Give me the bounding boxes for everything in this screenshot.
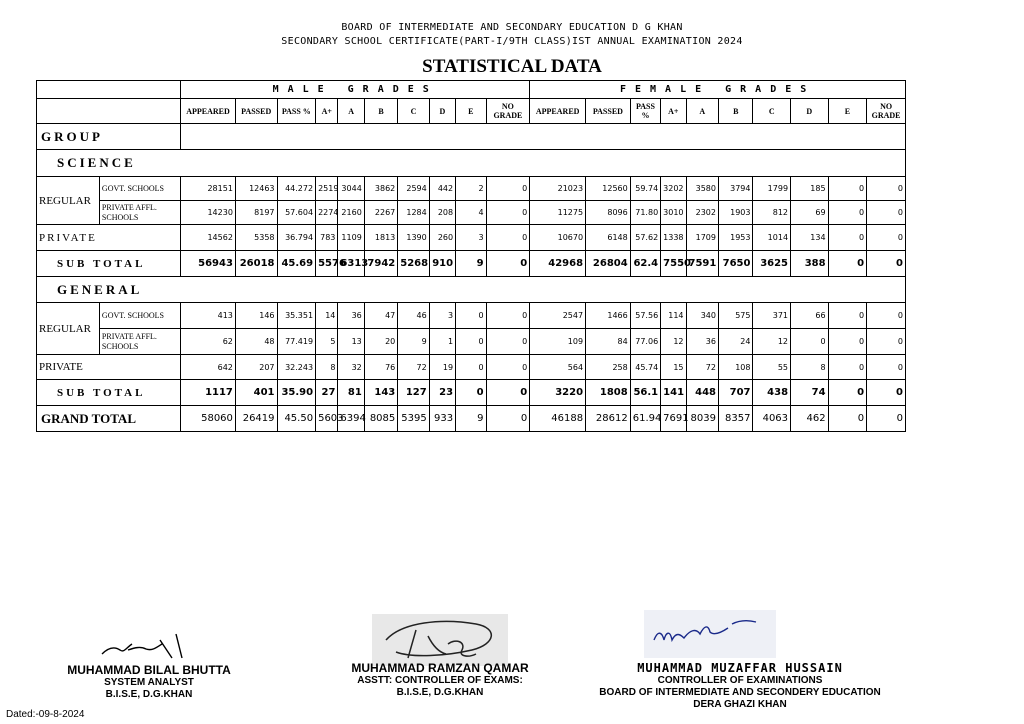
general-govt-cell-female-6: 371: [753, 303, 791, 329]
grand-total-cell-male-6: 5395: [398, 406, 429, 432]
male-col-c: C: [398, 99, 429, 124]
sig3-board: BOARD OF INTERMEDIATE AND SECONDERY EDUCATION: [599, 687, 881, 698]
grand-total-cell-female-9: 0: [867, 406, 906, 432]
general-subtotal-cell-male-4: 81: [338, 380, 364, 406]
general-govt-cell-female-8: 0: [828, 303, 867, 329]
general-affl-cell-female-1: 84: [586, 329, 631, 355]
science-private-cell-male-2: 36.794: [277, 225, 316, 251]
general-govt-cell-female-3: 114: [661, 303, 686, 329]
general-govt-cell-male-4: 36: [338, 303, 364, 329]
science-subtotal-cell-male-3: 5576: [316, 251, 338, 277]
general-govt-cell-male-5: 47: [364, 303, 397, 329]
science-affl-cell-male-9: 0: [486, 201, 530, 225]
signature-1-image: [98, 624, 188, 664]
science-affl-cell-male-5: 2267: [364, 201, 397, 225]
science-private-cell-female-4: 1709: [686, 225, 718, 251]
general-subtotal-cell-male-3: 27: [316, 380, 338, 406]
science-private-cell-female-5: 1953: [718, 225, 753, 251]
science-private-cell-female-7: 134: [791, 225, 829, 251]
grand-total-cell-male-0: 58060: [181, 406, 236, 432]
general-govt-cell-female-7: 66: [791, 303, 829, 329]
science-affl-cell-female-2: 71.80: [630, 201, 660, 225]
science-private-cell-male-9: 0: [486, 225, 530, 251]
board-name: BOARD OF INTERMEDIATE AND SECONDARY EDUCATION D G KHAN: [341, 22, 683, 33]
science-govt-cell-male-0: 28151: [181, 177, 236, 201]
general-affl-cell-female-3: 12: [661, 329, 686, 355]
science-affl-cell-male-6: 1284: [398, 201, 429, 225]
sig3-name: MUHAMMAD MUZAFFAR HUSSAIN: [637, 661, 843, 675]
science-subtotal-cell-female-4: 7591: [686, 251, 718, 277]
general-private-row: [37, 355, 906, 380]
signature-3-image: [644, 610, 776, 658]
science-govt-cell-female-2: 59.74: [630, 177, 660, 201]
female-col-passed: PASSED: [586, 99, 631, 124]
corner-cell: [37, 81, 181, 99]
general-private-cell-female-6: 55: [753, 355, 791, 380]
general-private-cell-male-8: 0: [456, 355, 486, 380]
group-label: GROUP: [37, 124, 181, 150]
science-affl-label: PRIVATE AFFL. SCHOOLS: [99, 201, 180, 225]
general-subtotal-label: SUB TOTAL: [37, 380, 181, 406]
science-subtotal-cell-male-6: 5268: [398, 251, 429, 277]
general-private-cell-female-0: 564: [530, 355, 586, 380]
science-affl-cell-male-0: 14230: [181, 201, 236, 225]
general-affl-label: PRIVATE AFFL. SCHOOLS: [99, 329, 180, 355]
science-subtotal-label: SUB TOTAL: [37, 251, 181, 277]
grand-total-cell-male-5: 8085: [364, 406, 397, 432]
science-private-cell-male-8: 3: [456, 225, 486, 251]
dated-text: Dated:-09-8-2024: [6, 709, 85, 720]
general-subtotal-cell-female-9: 0: [867, 380, 906, 406]
science-affl-cell-female-6: 812: [753, 201, 791, 225]
science-govt-cell-female-0: 21023: [530, 177, 586, 201]
grand-total-cell-female-6: 4063: [753, 406, 791, 432]
general-regular-label: REGULAR: [37, 303, 100, 355]
science-govt-cell-female-8: 0: [828, 177, 867, 201]
general-private-cell-male-7: 19: [429, 355, 455, 380]
general-affl-cell-female-7: 0: [791, 329, 829, 355]
general-govt-cell-male-8: 0: [456, 303, 486, 329]
general-affl-cell-female-8: 0: [828, 329, 867, 355]
female-col-appeared: APPEARED: [530, 99, 586, 124]
general-affl-cell-male-5: 20: [364, 329, 397, 355]
science-subtotal-cell-female-7: 388: [791, 251, 829, 277]
general-govt-cell-female-4: 340: [686, 303, 718, 329]
general-govt-cell-male-7: 3: [429, 303, 455, 329]
general-subtotal-cell-male-8: 0: [456, 380, 486, 406]
science-label: SCIENCE: [37, 150, 906, 177]
general-subtotal-cell-female-3: 141: [661, 380, 686, 406]
general-subtotal-cell-female-5: 707: [718, 380, 753, 406]
female-grades-heading: FEMALE GRADES: [530, 81, 906, 99]
science-private-cell-female-9: 0: [867, 225, 906, 251]
science-private-cell-female-2: 57.62: [630, 225, 660, 251]
general-private-cell-female-9: 0: [867, 355, 906, 380]
science-affl-cell-female-0: 11275: [530, 201, 586, 225]
female-col-e: E: [828, 99, 867, 124]
science-private-cell-female-1: 6148: [586, 225, 631, 251]
page-title: STATISTICAL DATA: [422, 56, 602, 77]
corner-cell-2: [37, 99, 181, 124]
science-govt-cell-female-4: 3580: [686, 177, 718, 201]
general-private-cell-male-9: 0: [486, 355, 530, 380]
general-govt-label: GOVT. SCHOOLS: [99, 303, 180, 329]
general-govt-cell-male-1: 146: [235, 303, 277, 329]
general-affl-cell-male-7: 1: [429, 329, 455, 355]
general-private-cell-male-2: 32.243: [277, 355, 316, 380]
science-govt-row: [37, 177, 906, 201]
science-subtotal-cell-male-8: 9: [456, 251, 486, 277]
science-govt-cell-male-1: 12463: [235, 177, 277, 201]
general-private-cell-female-8: 0: [828, 355, 867, 380]
male-col-e: E: [456, 99, 486, 124]
general-govt-cell-female-0: 2547: [530, 303, 586, 329]
science-private-cell-female-6: 1014: [753, 225, 791, 251]
science-private-cell-female-0: 10670: [530, 225, 586, 251]
science-subtotal-cell-female-3: 7550: [661, 251, 686, 277]
general-subtotal-row: [37, 380, 906, 406]
general-affl-cell-female-2: 77.06: [630, 329, 660, 355]
male-col-a: A: [338, 99, 364, 124]
male-col-passed: PASSED: [235, 99, 277, 124]
female-col-a: A: [686, 99, 718, 124]
signature-block-3: [560, 661, 920, 711]
general-private-label: PRIVATE: [37, 355, 181, 380]
general-affl-cell-male-0: 62: [181, 329, 236, 355]
general-private-cell-female-3: 15: [661, 355, 686, 380]
female-col-c: C: [753, 99, 791, 124]
science-private-cell-male-5: 1813: [364, 225, 397, 251]
science-subtotal-cell-male-2: 45.69: [277, 251, 316, 277]
science-private-cell-male-3: 783: [316, 225, 338, 251]
exam-name: SECONDARY SCHOOL CERTIFICATE(PART-I/9TH CLASS)IST ANNUAL EXAMINATION 2024: [281, 36, 743, 47]
science-regular-label: REGULAR: [37, 177, 100, 225]
grand-total-cell-female-8: 0: [828, 406, 867, 432]
female-col-d: D: [791, 99, 829, 124]
male-col-d: D: [429, 99, 455, 124]
general-private-cell-female-4: 72: [686, 355, 718, 380]
general-govt-cell-female-5: 575: [718, 303, 753, 329]
general-private-cell-male-1: 207: [235, 355, 277, 380]
general-private-cell-male-0: 642: [181, 355, 236, 380]
general-subtotal-cell-female-6: 438: [753, 380, 791, 406]
male-col-pass-pct: PASS %: [277, 99, 316, 124]
science-affl-cell-female-3: 3010: [661, 201, 686, 225]
general-private-cell-male-3: 8: [316, 355, 338, 380]
general-subtotal-cell-male-5: 143: [364, 380, 397, 406]
science-affl-cell-female-8: 0: [828, 201, 867, 225]
grand-total-label: GRAND TOTAL: [37, 406, 181, 432]
general-govt-cell-female-9: 0: [867, 303, 906, 329]
science-subtotal-cell-male-9: 0: [486, 251, 530, 277]
science-govt-cell-male-9: 0: [486, 177, 530, 201]
general-affl-cell-female-0: 109: [530, 329, 586, 355]
science-private-cell-male-1: 5358: [235, 225, 277, 251]
general-subtotal-cell-female-2: 56.1: [630, 380, 660, 406]
general-affl-row: [37, 329, 906, 355]
sig1-office: B.I.S.E, D.G.KHAN: [105, 689, 193, 700]
general-affl-cell-female-5: 24: [718, 329, 753, 355]
science-subtotal-cell-female-9: 0: [867, 251, 906, 277]
science-subtotal-cell-male-4: 6313: [338, 251, 364, 277]
grand-total-cell-female-0: 46188: [530, 406, 586, 432]
science-subtotal-cell-male-1: 26018: [235, 251, 277, 277]
general-private-cell-male-4: 32: [338, 355, 364, 380]
science-subtotal-cell-female-2: 62.4: [630, 251, 660, 277]
general-private-cell-female-5: 108: [718, 355, 753, 380]
general-govt-cell-male-2: 35.351: [277, 303, 316, 329]
general-govt-cell-female-1: 1466: [586, 303, 631, 329]
science-govt-cell-male-8: 2: [456, 177, 486, 201]
general-affl-cell-female-4: 36: [686, 329, 718, 355]
general-subtotal-cell-male-7: 23: [429, 380, 455, 406]
science-govt-label: GOVT. SCHOOLS: [99, 177, 180, 201]
sig2-name: MUHAMMAD RAMZAN QAMAR: [351, 661, 529, 675]
science-govt-cell-male-6: 2594: [398, 177, 429, 201]
science-subtotal-cell-female-6: 3625: [753, 251, 791, 277]
general-govt-cell-male-0: 413: [181, 303, 236, 329]
science-affl-cell-female-9: 0: [867, 201, 906, 225]
grand-total-cell-male-4: 6394: [338, 406, 364, 432]
science-private-cell-male-7: 260: [429, 225, 455, 251]
general-subtotal-cell-female-4: 448: [686, 380, 718, 406]
science-private-label: PRIVATE: [37, 225, 181, 251]
grand-total-cell-male-7: 933: [429, 406, 455, 432]
general-affl-cell-female-9: 0: [867, 329, 906, 355]
group-spacer: [181, 124, 906, 150]
science-govt-cell-female-7: 185: [791, 177, 829, 201]
sig2-office: B.I.S.E, D.G.KHAN: [396, 687, 484, 698]
sig3-designation: CONTROLLER OF EXAMINATIONS: [657, 675, 823, 686]
male-col-b: B: [364, 99, 397, 124]
science-affl-cell-male-3: 2274: [316, 201, 338, 225]
science-affl-cell-female-1: 8096: [586, 201, 631, 225]
science-private-cell-male-4: 1109: [338, 225, 364, 251]
general-subtotal-cell-male-2: 35.90: [277, 380, 316, 406]
general-subtotal-cell-female-8: 0: [828, 380, 867, 406]
grand-total-cell-female-5: 8357: [718, 406, 753, 432]
science-affl-row: [37, 201, 906, 225]
science-affl-cell-female-4: 2302: [686, 201, 718, 225]
general-affl-cell-male-1: 48: [235, 329, 277, 355]
sig1-name: MUHAMMAD BILAL BHUTTA: [67, 663, 231, 677]
science-private-cell-female-3: 1338: [661, 225, 686, 251]
science-subtotal-cell-male-7: 910: [429, 251, 455, 277]
sig3-city: DERA GHAZI KHAN: [693, 699, 787, 710]
general-private-cell-male-5: 76: [364, 355, 397, 380]
grand-total-cell-female-7: 462: [791, 406, 829, 432]
male-col-a-plus: A+: [316, 99, 338, 124]
general-subtotal-cell-male-1: 401: [235, 380, 277, 406]
general-subtotal-cell-male-9: 0: [486, 380, 530, 406]
grand-total-cell-female-2: 61.94: [630, 406, 660, 432]
male-col-no-grade: NO GRADE: [486, 99, 530, 124]
science-subtotal-cell-male-0: 56943: [181, 251, 236, 277]
general-affl-cell-male-8: 0: [456, 329, 486, 355]
science-govt-cell-female-3: 3202: [661, 177, 686, 201]
general-private-cell-male-6: 72: [398, 355, 429, 380]
science-govt-cell-female-9: 0: [867, 177, 906, 201]
science-subtotal-cell-female-5: 7650: [718, 251, 753, 277]
science-affl-cell-female-7: 69: [791, 201, 829, 225]
general-private-cell-female-1: 258: [586, 355, 631, 380]
science-affl-cell-male-1: 8197: [235, 201, 277, 225]
grand-total-cell-male-1: 26419: [235, 406, 277, 432]
science-affl-cell-male-8: 4: [456, 201, 486, 225]
male-col-appeared: APPEARED: [181, 99, 236, 124]
general-affl-cell-male-4: 13: [338, 329, 364, 355]
general-affl-cell-male-9: 0: [486, 329, 530, 355]
general-govt-cell-male-9: 0: [486, 303, 530, 329]
science-private-cell-male-6: 1390: [398, 225, 429, 251]
grand-total-row: [37, 406, 906, 432]
female-col-a-plus: A+: [661, 99, 686, 124]
grand-total-cell-male-9: 0: [486, 406, 530, 432]
science-govt-cell-male-7: 442: [429, 177, 455, 201]
grand-total-cell-female-4: 8039: [686, 406, 718, 432]
general-private-cell-female-2: 45.74: [630, 355, 660, 380]
science-affl-cell-female-5: 1903: [718, 201, 753, 225]
general-subtotal-cell-male-6: 127: [398, 380, 429, 406]
science-subtotal-cell-female-0: 42968: [530, 251, 586, 277]
grand-total-cell-female-1: 28612: [586, 406, 631, 432]
grand-total-cell-male-3: 5603: [316, 406, 338, 432]
female-col-b: B: [718, 99, 753, 124]
signature-block-1: [40, 663, 258, 701]
science-affl-cell-male-4: 2160: [338, 201, 364, 225]
science-govt-cell-female-5: 3794: [718, 177, 753, 201]
male-grades-heading: MALE GRADES: [181, 81, 530, 99]
science-govt-cell-male-2: 44.272: [277, 177, 316, 201]
female-col-pass-pct: PASS %: [630, 99, 660, 124]
science-affl-cell-male-7: 208: [429, 201, 455, 225]
general-affl-cell-male-3: 5: [316, 329, 338, 355]
female-col-no-grade: NO GRADE: [867, 99, 906, 124]
general-affl-cell-female-6: 12: [753, 329, 791, 355]
science-private-cell-female-8: 0: [828, 225, 867, 251]
science-govt-cell-male-4: 3044: [338, 177, 364, 201]
science-subtotal-cell-female-1: 26804: [586, 251, 631, 277]
science-govt-cell-male-5: 3862: [364, 177, 397, 201]
statistics-table: [36, 80, 906, 432]
general-govt-cell-male-3: 14: [316, 303, 338, 329]
science-subtotal-row: [37, 251, 906, 277]
science-govt-cell-male-3: 2519: [316, 177, 338, 201]
science-affl-cell-male-2: 57.604: [277, 201, 316, 225]
general-affl-cell-male-6: 9: [398, 329, 429, 355]
science-subtotal-cell-female-8: 0: [828, 251, 867, 277]
grand-total-cell-male-2: 45.50: [277, 406, 316, 432]
grand-total-cell-female-3: 7691: [661, 406, 686, 432]
general-govt-cell-female-2: 57.56: [630, 303, 660, 329]
grand-total-cell-male-8: 9: [456, 406, 486, 432]
science-subtotal-cell-male-5: 7942: [364, 251, 397, 277]
sig1-designation: SYSTEM ANALYST: [104, 677, 194, 688]
general-affl-cell-male-2: 77.419: [277, 329, 316, 355]
general-private-cell-female-7: 8: [791, 355, 829, 380]
general-subtotal-cell-female-1: 1808: [586, 380, 631, 406]
signature-block-2: [320, 661, 560, 699]
general-subtotal-cell-female-0: 3220: [530, 380, 586, 406]
general-govt-cell-male-6: 46: [398, 303, 429, 329]
signature-2-image: [372, 614, 508, 666]
general-subtotal-cell-female-7: 74: [791, 380, 829, 406]
general-govt-row: [37, 303, 906, 329]
science-govt-cell-female-6: 1799: [753, 177, 791, 201]
general-subtotal-cell-male-0: 1117: [181, 380, 236, 406]
science-private-row: [37, 225, 906, 251]
general-label: GENERAL: [37, 277, 906, 303]
science-private-cell-male-0: 14562: [181, 225, 236, 251]
science-govt-cell-female-1: 12560: [586, 177, 631, 201]
sig2-designation: ASSTT: CONTROLLER OF EXAMS:: [357, 675, 523, 686]
